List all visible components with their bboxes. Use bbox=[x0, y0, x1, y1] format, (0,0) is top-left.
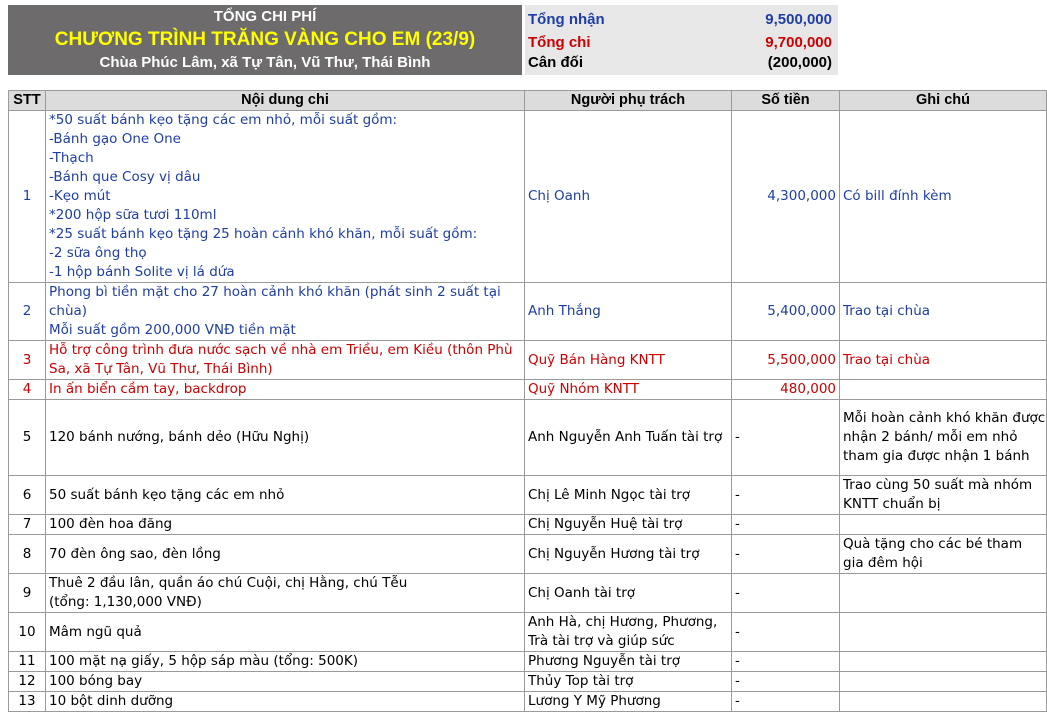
cell-content-line: 100 đèn hoa đăng bbox=[49, 516, 173, 532]
cell-stt[interactable]: 12 bbox=[9, 672, 46, 692]
cell-person[interactable] bbox=[525, 613, 732, 652]
balance-label: Cân đối bbox=[528, 54, 583, 71]
cell-stt[interactable]: 10 bbox=[9, 613, 46, 652]
cell-note-line: tham gia được nhận 1 bánh bbox=[843, 448, 1030, 464]
cell-content-line: Sa, xã Tự Tân, Vũ Thư, Thái Bình) bbox=[49, 361, 273, 377]
cell-amount[interactable]: - bbox=[732, 476, 840, 515]
cell-content-line: -2 sữa ông thọ bbox=[49, 245, 147, 261]
table-row bbox=[9, 400, 1047, 476]
cell-note-line: Có bill đính kèm bbox=[843, 188, 952, 204]
cell-content-line: In ấn biển cầm tay, backdrop bbox=[49, 381, 247, 397]
cell-stt[interactable]: 8 bbox=[9, 535, 46, 574]
cell-note-line: KNTT chuẩn bị bbox=[843, 496, 941, 512]
cell-note-line: Trao cùng 50 suất mà nhóm bbox=[843, 477, 1033, 493]
cell-content[interactable] bbox=[46, 341, 525, 380]
cell-content[interactable] bbox=[46, 476, 525, 515]
cell-person[interactable] bbox=[525, 515, 732, 535]
cell-amount[interactable]: 5,500,000 bbox=[732, 341, 840, 380]
cell-person[interactable] bbox=[525, 111, 732, 283]
cell-amount[interactable]: - bbox=[732, 613, 840, 652]
received-label: Tổng nhận bbox=[528, 11, 605, 28]
col-header-content[interactable]: Nội dung chi bbox=[46, 91, 525, 111]
cell-content[interactable] bbox=[46, 652, 525, 672]
cell-person-line: Quỹ Bán Hàng KNTT bbox=[528, 351, 665, 368]
spent-label: Tổng chi bbox=[528, 34, 591, 51]
col-header-stt[interactable]: STT bbox=[9, 91, 46, 111]
cell-person-line: Anh Thắng bbox=[528, 303, 601, 319]
cell-amount[interactable]: - bbox=[732, 692, 840, 712]
cell-person[interactable] bbox=[525, 283, 732, 341]
cell-stt[interactable]: 11 bbox=[9, 652, 46, 672]
balance-value: (200,000) bbox=[767, 54, 832, 71]
cell-person-line: Quỹ Nhóm KNTT bbox=[528, 381, 640, 397]
program-title: CHƯƠNG TRÌNH TRĂNG VÀNG CHO EM (23/9) bbox=[54, 29, 476, 50]
cell-note[interactable] bbox=[840, 341, 1047, 380]
col-header-note[interactable]: Ghi chú bbox=[840, 91, 1047, 111]
cell-content[interactable] bbox=[46, 535, 525, 574]
cell-person-line: Lương Y Mỹ Phương bbox=[528, 693, 661, 709]
cell-amount[interactable]: - bbox=[732, 574, 840, 613]
cell-stt[interactable]: 4 bbox=[9, 380, 46, 400]
col-header-amount[interactable]: Số tiền bbox=[732, 91, 840, 111]
table-body bbox=[9, 111, 1047, 712]
cell-content-line: *50 suất bánh kẹo tặng các em nhỏ, mỗi suất gồm: bbox=[49, 112, 398, 128]
cell-stt[interactable]: 7 bbox=[9, 515, 46, 535]
summary-received bbox=[525, 9, 838, 31]
cell-content-line: *200 hộp sữa tươi 110ml bbox=[49, 207, 217, 223]
cell-note-line: Mỗi hoàn cảnh khó khăn được bbox=[843, 410, 1046, 426]
table-row bbox=[9, 535, 1047, 574]
cell-note-line: Trao tại chùa bbox=[843, 303, 931, 319]
cell-content[interactable] bbox=[46, 672, 525, 692]
cell-content-line: 10 bột dinh dưỡng bbox=[49, 693, 174, 709]
cell-content-line: -Thạch bbox=[49, 150, 94, 166]
cell-content-line: Mâm ngũ quả bbox=[49, 623, 142, 640]
cell-content-line: Mỗi suất gồm 200,000 VNĐ tiền mặt bbox=[49, 322, 296, 338]
table-row bbox=[9, 574, 1047, 613]
title-block bbox=[8, 5, 522, 75]
cell-note[interactable] bbox=[840, 652, 1047, 672]
cell-amount[interactable]: - bbox=[732, 400, 840, 476]
cell-content[interactable] bbox=[46, 400, 525, 476]
cell-person[interactable] bbox=[525, 476, 732, 515]
location-line: Chùa Phúc Lâm, xã Tự Tân, Vũ Thư, Thái Bình bbox=[99, 54, 431, 71]
cell-content-line: 100 bóng bay bbox=[49, 673, 143, 689]
cell-content-line: -1 hộp bánh Solite vị lá dứa bbox=[49, 264, 235, 280]
cell-note[interactable] bbox=[840, 535, 1047, 574]
cell-amount[interactable]: 480,000 bbox=[732, 380, 840, 400]
cell-stt[interactable]: 1 bbox=[9, 111, 46, 283]
received-value: 9,500,000 bbox=[765, 11, 832, 28]
cell-person-line: Phương Nguyễn tài trợ bbox=[528, 653, 681, 669]
cell-note[interactable] bbox=[840, 283, 1047, 341]
cell-person[interactable] bbox=[525, 380, 732, 400]
cell-person[interactable] bbox=[525, 672, 732, 692]
cell-note[interactable] bbox=[840, 692, 1047, 712]
cell-content-line: 70 đèn ông sao, đèn lồng bbox=[49, 545, 221, 562]
cell-note[interactable] bbox=[840, 111, 1047, 283]
table-row bbox=[9, 380, 1047, 400]
cell-person-line: Chị Lê Minh Ngọc tài trợ bbox=[528, 486, 691, 503]
cell-note-line: nhận 2 bánh/ mỗi em nhỏ bbox=[843, 429, 1018, 445]
cell-amount[interactable]: - bbox=[732, 515, 840, 535]
cell-person-line: Thủy Top tài trợ bbox=[528, 673, 634, 689]
cell-note[interactable] bbox=[840, 476, 1047, 515]
cell-note[interactable] bbox=[840, 515, 1047, 535]
cell-content[interactable] bbox=[46, 692, 525, 712]
cell-note[interactable] bbox=[840, 380, 1047, 400]
cell-content[interactable] bbox=[46, 515, 525, 535]
cell-note-line: gia đêm hội bbox=[843, 555, 923, 571]
spent-value: 9,700,000 bbox=[765, 34, 832, 51]
cell-person[interactable] bbox=[525, 535, 732, 574]
cell-stt[interactable]: 6 bbox=[9, 476, 46, 515]
cell-note[interactable] bbox=[840, 400, 1047, 476]
cell-amount[interactable]: 4,300,000 bbox=[732, 111, 840, 283]
expense-table bbox=[8, 90, 1047, 712]
cell-note-line: Trao tại chùa bbox=[843, 351, 931, 368]
cell-amount[interactable]: - bbox=[732, 672, 840, 692]
cell-amount[interactable]: - bbox=[732, 652, 840, 672]
cell-content-line: -Kẹo mút bbox=[49, 188, 111, 204]
summary-balance bbox=[525, 52, 838, 74]
cell-note-line: Quà tặng cho các bé tham bbox=[843, 536, 1023, 552]
cell-person[interactable] bbox=[525, 341, 732, 380]
table-row bbox=[9, 341, 1047, 380]
cell-content-line: 100 mặt nạ giấy, 5 hộp sáp màu (tổng: 500K) bbox=[49, 653, 359, 669]
col-header-person[interactable]: Người phụ trách bbox=[525, 91, 732, 111]
cell-stt[interactable]: 9 bbox=[9, 574, 46, 613]
cell-content[interactable] bbox=[46, 574, 525, 613]
cell-stt[interactable]: 3 bbox=[9, 341, 46, 380]
table-row bbox=[9, 692, 1047, 712]
cell-person-line: Anh Hà, chị Hương, Phương, bbox=[528, 614, 718, 630]
table-header-row bbox=[9, 91, 1047, 111]
summary-block bbox=[525, 5, 838, 75]
cell-content-line: Hỗ trợ công trình đưa nước sạch về nhà em Triều, em Kiều (thôn Phù bbox=[49, 342, 513, 358]
cell-content[interactable] bbox=[46, 613, 525, 652]
cell-content[interactable] bbox=[46, 111, 525, 283]
cell-amount[interactable]: - bbox=[732, 535, 840, 574]
table-row bbox=[9, 652, 1047, 672]
cell-person-line: Chị Oanh tài trợ bbox=[528, 584, 636, 601]
cell-person[interactable] bbox=[525, 692, 732, 712]
cell-person-line: Chị Oanh bbox=[528, 188, 591, 204]
cell-amount[interactable]: 5,400,000 bbox=[732, 283, 840, 341]
cell-note[interactable] bbox=[840, 613, 1047, 652]
table-row bbox=[9, 613, 1047, 652]
cell-content[interactable] bbox=[46, 380, 525, 400]
cell-content-line: chùa) bbox=[49, 303, 88, 319]
cell-person[interactable] bbox=[525, 400, 732, 476]
cell-content-line: -Bánh gạo One One bbox=[49, 131, 181, 147]
cell-person-line: Anh Nguyễn Anh Tuấn tài trợ bbox=[528, 429, 723, 445]
cell-note[interactable] bbox=[840, 672, 1047, 692]
cell-content-line: Thuê 2 đầu lân, quần áo chú Cuội, chị Hằng, chú Tễu bbox=[49, 575, 408, 591]
cell-content[interactable] bbox=[46, 283, 525, 341]
cell-content-line: 120 bánh nướng, bánh dẻo (Hữu Nghị) bbox=[49, 429, 310, 445]
cell-person-line: Chị Nguyễn Hương tài trợ bbox=[528, 545, 700, 562]
cell-content-line: Phong bì tiền mặt cho 27 hoàn cảnh khó khăn (phát sinh 2 suất tại bbox=[49, 284, 501, 300]
table-row bbox=[9, 515, 1047, 535]
cell-stt[interactable]: 2 bbox=[9, 283, 46, 341]
cell-note[interactable] bbox=[840, 574, 1047, 613]
cell-person[interactable] bbox=[525, 652, 732, 672]
cell-person-line: Chị Nguyễn Huệ tài trợ bbox=[528, 516, 683, 532]
cell-content-line: 50 suất bánh kẹo tặng các em nhỏ bbox=[49, 486, 285, 503]
table-row bbox=[9, 283, 1047, 341]
table-row bbox=[9, 111, 1047, 283]
cell-stt[interactable]: 13 bbox=[9, 692, 46, 712]
cell-content-line: *25 suất bánh kẹo tặng 25 hoàn cảnh khó khăn, mỗi suất gồm: bbox=[49, 226, 478, 242]
cell-content-line: (tổng: 1,130,000 VNĐ) bbox=[49, 594, 202, 610]
cell-content-line: -Bánh que Cosy vị dâu bbox=[49, 169, 201, 185]
summary-spent bbox=[525, 32, 838, 54]
table-row bbox=[9, 476, 1047, 515]
table-row bbox=[9, 672, 1047, 692]
cell-stt[interactable]: 5 bbox=[9, 400, 46, 476]
cell-person-line: Trà tài trợ và giúp sức bbox=[528, 633, 675, 649]
cell-person[interactable] bbox=[525, 574, 732, 613]
title-line-1: TỔNG CHI PHÍ bbox=[213, 8, 317, 25]
